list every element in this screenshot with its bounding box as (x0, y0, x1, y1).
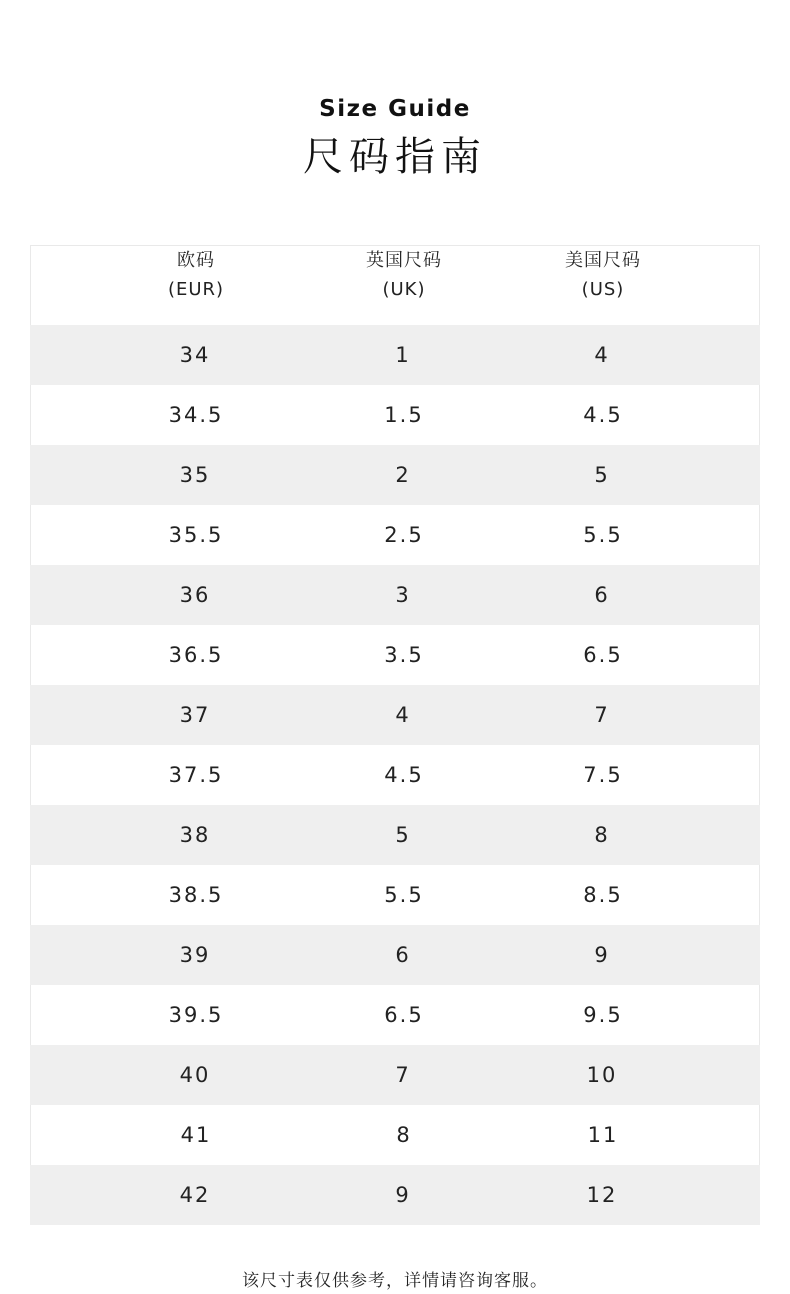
cell-uk: 3.5 (384, 643, 424, 667)
page-title-zh: 尺码指南 (303, 134, 487, 180)
cell-us: 6.5 (583, 643, 623, 667)
cell-uk: 5.5 (384, 883, 424, 907)
cell-us: 4 (594, 343, 610, 367)
cell-us: 5.5 (583, 523, 623, 547)
size-table (30, 245, 760, 1225)
table-body (30, 325, 760, 1225)
cell-eur: 37.5 (168, 763, 224, 787)
table-row (30, 385, 760, 445)
table-row (30, 445, 760, 505)
cell-eur: 42 (179, 1183, 211, 1207)
cell-eur: 35.5 (168, 523, 224, 547)
cell-uk: 2.5 (384, 523, 424, 547)
cell-us: 8.5 (583, 883, 623, 907)
table-row (30, 1165, 760, 1225)
table-row (30, 565, 760, 625)
table-row (30, 625, 760, 685)
page-title-en: Size Guide (319, 96, 471, 122)
cell-uk: 1 (395, 343, 411, 367)
column-header-sub: (UK) (382, 279, 426, 300)
cell-uk: 4.5 (384, 763, 424, 787)
cell-eur: 41 (180, 1123, 212, 1147)
table-row (30, 925, 760, 985)
cell-uk: 8 (396, 1123, 412, 1147)
table-header-row (30, 245, 760, 325)
cell-eur: 40 (179, 1063, 211, 1087)
table-row (30, 505, 760, 565)
table-row (30, 1105, 760, 1165)
table-row (30, 985, 760, 1045)
cell-us: 5 (594, 463, 610, 487)
column-header-us (501, 246, 705, 304)
table-row (30, 1045, 760, 1105)
cell-us: 8 (594, 823, 610, 847)
table-row (30, 685, 760, 745)
cell-eur: 35 (179, 463, 211, 487)
cell-uk: 1.5 (384, 403, 424, 427)
table-row (30, 325, 760, 385)
cell-eur: 36 (179, 583, 211, 607)
cell-eur: 34.5 (168, 403, 224, 427)
cell-uk: 7 (395, 1063, 411, 1087)
column-header-label: 美国尺码 (565, 250, 641, 271)
footer-note: 该尺寸表仅供参考，详情请咨询客服。 (242, 1271, 548, 1291)
table-row (30, 865, 760, 925)
column-header-sub: (US) (581, 279, 625, 300)
cell-us: 10 (586, 1063, 618, 1087)
cell-uk: 9 (395, 1183, 411, 1207)
table-row (30, 745, 760, 805)
cell-uk: 5 (395, 823, 411, 847)
cell-eur: 34 (179, 343, 211, 367)
cell-us: 11 (587, 1123, 619, 1147)
cell-us: 12 (586, 1183, 618, 1207)
cell-us: 9.5 (583, 1003, 623, 1027)
column-header-sub: (EUR) (167, 279, 225, 300)
column-header-label: 欧码 (177, 250, 215, 271)
column-header-label: 英国尺码 (366, 250, 442, 271)
cell-uk: 2 (395, 463, 411, 487)
cell-us: 6 (594, 583, 610, 607)
cell-us: 4.5 (583, 403, 623, 427)
cell-eur: 38.5 (168, 883, 224, 907)
cell-uk: 6.5 (384, 1003, 424, 1027)
cell-us: 7 (594, 703, 610, 727)
cell-eur: 36.5 (168, 643, 224, 667)
cell-eur: 38 (179, 823, 211, 847)
cell-us: 9 (594, 943, 610, 967)
cell-eur: 37 (179, 703, 211, 727)
cell-us: 7.5 (583, 763, 623, 787)
cell-uk: 6 (395, 943, 411, 967)
table-row (30, 805, 760, 865)
cell-uk: 3 (395, 583, 411, 607)
cell-eur: 39 (179, 943, 211, 967)
cell-eur: 39.5 (168, 1003, 224, 1027)
column-header-uk (301, 246, 507, 304)
cell-uk: 4 (395, 703, 411, 727)
